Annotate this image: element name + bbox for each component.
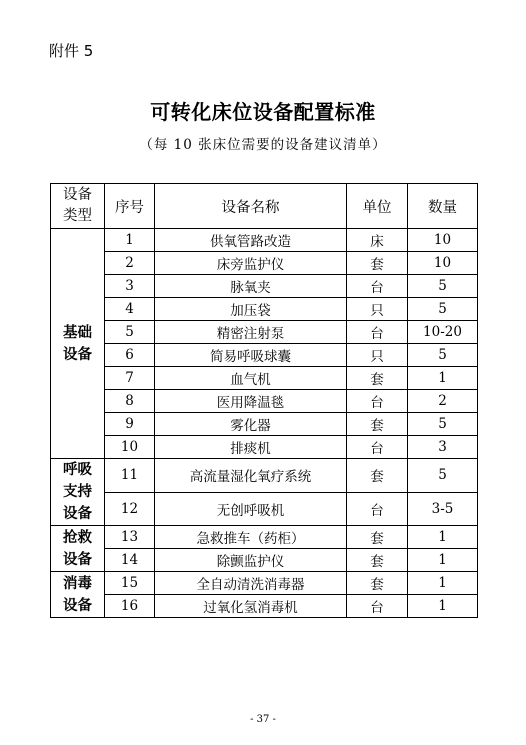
row-unit: 套 — [347, 413, 408, 436]
row-name: 简易呼吸球囊 — [155, 344, 347, 367]
row-name: 雾化器 — [155, 413, 347, 436]
row-seq: 9 — [105, 413, 155, 436]
header-seq: 序号 — [105, 184, 155, 229]
page-subtitle: （每 10 张床位需要的设备建议清单） — [139, 137, 387, 153]
row-unit: 床 — [347, 229, 408, 252]
row-qty: 1 — [408, 549, 478, 572]
table-row — [51, 595, 478, 618]
row-qty: 5 — [408, 298, 478, 321]
table-row — [51, 549, 478, 572]
header-name: 设备名称 — [155, 184, 347, 229]
row-unit: 台 — [347, 390, 408, 413]
table-row — [51, 492, 478, 526]
row-name: 除颤监护仪 — [155, 549, 347, 572]
page-number: - 37 - — [250, 714, 276, 725]
row-seq: 4 — [105, 298, 155, 321]
row-seq: 5 — [105, 321, 155, 344]
group-line: 消毒 — [63, 575, 92, 592]
group-line: 设备 — [63, 346, 92, 363]
row-seq: 6 — [105, 344, 155, 367]
row-seq: 11 — [105, 459, 155, 493]
group-line: 抢救 — [63, 529, 92, 546]
row-unit: 套 — [347, 549, 408, 572]
table-row — [51, 275, 478, 298]
row-name: 加压袋 — [155, 298, 347, 321]
header-type-line2: 类型 — [63, 208, 92, 224]
group-line: 呼吸 — [63, 462, 92, 478]
row-seq: 12 — [105, 492, 155, 526]
row-name: 无创呼吸机 — [155, 492, 347, 526]
group-disinfection — [51, 572, 105, 618]
row-qty: 10 — [408, 229, 478, 252]
table-header-row — [51, 184, 478, 229]
row-seq: 15 — [105, 572, 155, 595]
group-line: 基础 — [63, 324, 92, 341]
row-qty: 3 — [408, 436, 478, 459]
table-row — [51, 572, 478, 595]
table-row — [51, 436, 478, 459]
row-seq: 10 — [105, 436, 155, 459]
row-seq: 3 — [105, 275, 155, 298]
group-line: 设备 — [63, 551, 92, 568]
row-name: 全自动清洗消毒器 — [155, 572, 347, 595]
row-unit: 台 — [347, 275, 408, 298]
table-row — [51, 298, 478, 321]
table-row — [51, 344, 478, 367]
row-qty: 5 — [408, 275, 478, 298]
row-name: 高流量湿化氧疗系统 — [155, 459, 347, 493]
row-unit: 台 — [347, 595, 408, 618]
row-name: 床旁监护仪 — [155, 252, 347, 275]
row-unit: 只 — [347, 298, 408, 321]
row-qty: 1 — [408, 595, 478, 618]
table-row — [51, 229, 478, 252]
row-unit: 套 — [347, 252, 408, 275]
row-seq: 16 — [105, 595, 155, 618]
row-seq: 1 — [105, 229, 155, 252]
row-qty: 1 — [408, 526, 478, 549]
row-seq: 13 — [105, 526, 155, 549]
group-line: 设备 — [63, 597, 92, 614]
row-name: 精密注射泵 — [155, 321, 347, 344]
row-name: 脉氧夹 — [155, 275, 347, 298]
table-row — [51, 390, 478, 413]
group-rescue — [51, 526, 105, 572]
row-name: 排痰机 — [155, 436, 347, 459]
row-unit: 只 — [347, 344, 408, 367]
row-seq: 7 — [105, 367, 155, 390]
row-qty: 10-20 — [408, 321, 478, 344]
row-unit: 台 — [347, 436, 408, 459]
row-qty: 2 — [408, 390, 478, 413]
row-qty: 1 — [408, 572, 478, 595]
table-row — [51, 413, 478, 436]
row-unit: 台 — [347, 321, 408, 344]
header-qty: 数量 — [408, 184, 478, 229]
table-row — [51, 252, 478, 275]
row-name: 医用降温毯 — [155, 390, 347, 413]
row-seq: 2 — [105, 252, 155, 275]
row-seq: 8 — [105, 390, 155, 413]
row-qty: 5 — [408, 459, 478, 493]
row-name: 供氧管路改造 — [155, 229, 347, 252]
row-unit: 套 — [347, 572, 408, 595]
group-line: 支持 — [63, 484, 92, 500]
group-respiratory — [51, 459, 105, 526]
equipment-table — [50, 183, 478, 618]
group-line: 设备 — [63, 506, 92, 522]
row-unit: 套 — [347, 526, 408, 549]
row-name: 过氧化氢消毒机 — [155, 595, 347, 618]
row-qty: 3-5 — [408, 492, 478, 526]
header-type — [51, 184, 105, 229]
row-name: 急救推车（药柜） — [155, 526, 347, 549]
table-row — [51, 321, 478, 344]
group-basic — [51, 229, 105, 459]
header-unit: 单位 — [347, 184, 408, 229]
row-name: 血气机 — [155, 367, 347, 390]
row-seq: 14 — [105, 549, 155, 572]
row-qty: 1 — [408, 367, 478, 390]
table-row — [51, 526, 478, 549]
header-type-line1: 设备 — [63, 187, 92, 203]
row-qty: 10 — [408, 252, 478, 275]
row-unit: 台 — [347, 492, 408, 526]
row-qty: 5 — [408, 413, 478, 436]
row-qty: 5 — [408, 344, 478, 367]
row-unit: 套 — [347, 459, 408, 493]
table-row — [51, 459, 478, 493]
row-unit: 套 — [347, 367, 408, 390]
attachment-label: 附件 5 — [49, 42, 94, 60]
page-title: 可转化床位设备配置标准 — [150, 100, 376, 124]
table-row — [51, 367, 478, 390]
